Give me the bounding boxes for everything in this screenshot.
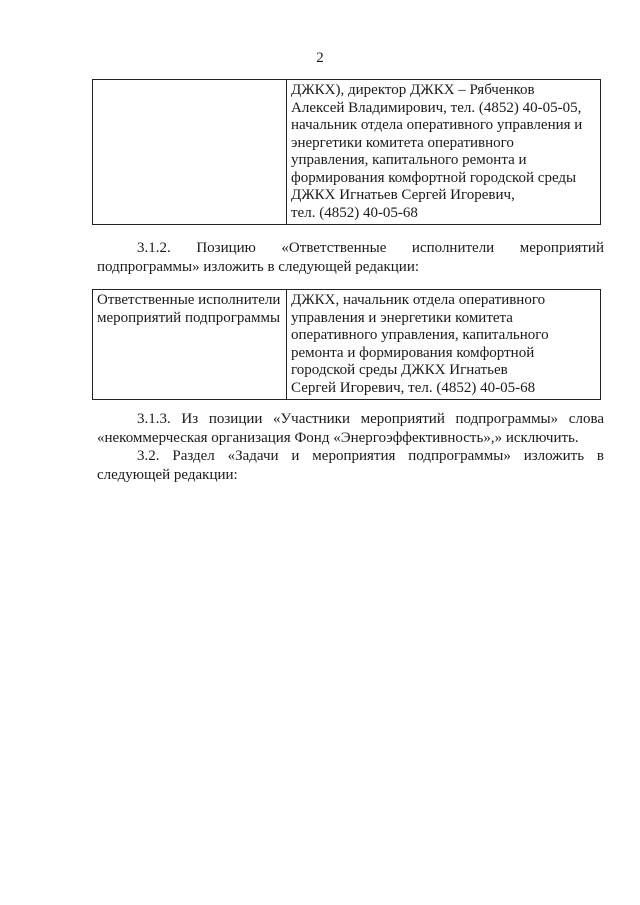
table-row bbox=[93, 290, 601, 400]
cell-line: оперативного управления, капитального bbox=[291, 327, 549, 343]
table-cell-right bbox=[287, 290, 601, 400]
table-cell-right bbox=[287, 80, 601, 225]
cell-line: Ответственные исполнители bbox=[97, 292, 281, 308]
cell-line: управления и энергетики комитета bbox=[291, 309, 513, 326]
paragraph-line: подпрограммы» изложить в следующей редакции: bbox=[97, 258, 420, 275]
cell-line: формирования комфортной городской среды bbox=[291, 169, 577, 186]
table-cell-left bbox=[93, 290, 287, 400]
cell-line: тел. (4852) 40-05-68 bbox=[291, 204, 418, 221]
table-responsible-executors bbox=[92, 289, 601, 400]
cell-line: ДЖКХ Игнатьев Сергей Игоревич, bbox=[291, 187, 515, 203]
table-cell-left bbox=[93, 80, 287, 225]
cell-line: Сергей Игоревич, тел. (4852) 40-05-68 bbox=[291, 379, 536, 396]
paragraph-3-1-3 bbox=[97, 410, 604, 447]
cell-line: мероприятий подпрограммы bbox=[97, 309, 281, 326]
cell-line: управления, капитального ремонта и bbox=[291, 152, 527, 168]
page-number: 2 bbox=[316, 50, 324, 66]
paragraph-line: следующей редакции: bbox=[97, 466, 238, 483]
paragraph-3-1-2 bbox=[97, 239, 604, 276]
paragraph-3-2 bbox=[97, 447, 604, 484]
cell-line: ремонта и формирования комфортной bbox=[291, 344, 535, 361]
cell-line: начальник отдела оперативного управления и bbox=[291, 117, 583, 133]
paragraph-line: 3.1.3. Из позиции «Участники мероприятий подпрограммы» слова bbox=[137, 411, 604, 427]
cell-line: городской среды ДЖКХ Игнатьев bbox=[291, 362, 508, 378]
paragraph-line: 3.2. Раздел «Задачи и мероприятия подпрограммы» изложить в bbox=[137, 448, 604, 464]
paragraph-line: 3.1.2. Позицию «Ответственные исполнители мероприятий bbox=[137, 240, 604, 256]
paragraph-line: «некоммерческая организация Фонд «Энергоэффективность»,» исключить. bbox=[97, 429, 579, 446]
cell-line: ДЖКХ, начальник отдела оперативного bbox=[291, 292, 546, 308]
table-continuation bbox=[92, 79, 601, 225]
cell-line: ДЖКХ), директор ДЖКХ – Рябченков bbox=[291, 82, 535, 98]
cell-line: энергетики комитета оперативного bbox=[291, 134, 514, 151]
table-row bbox=[93, 80, 601, 225]
cell-line: Алексей Владимирович, тел. (4852) 40-05-05, bbox=[291, 99, 582, 116]
